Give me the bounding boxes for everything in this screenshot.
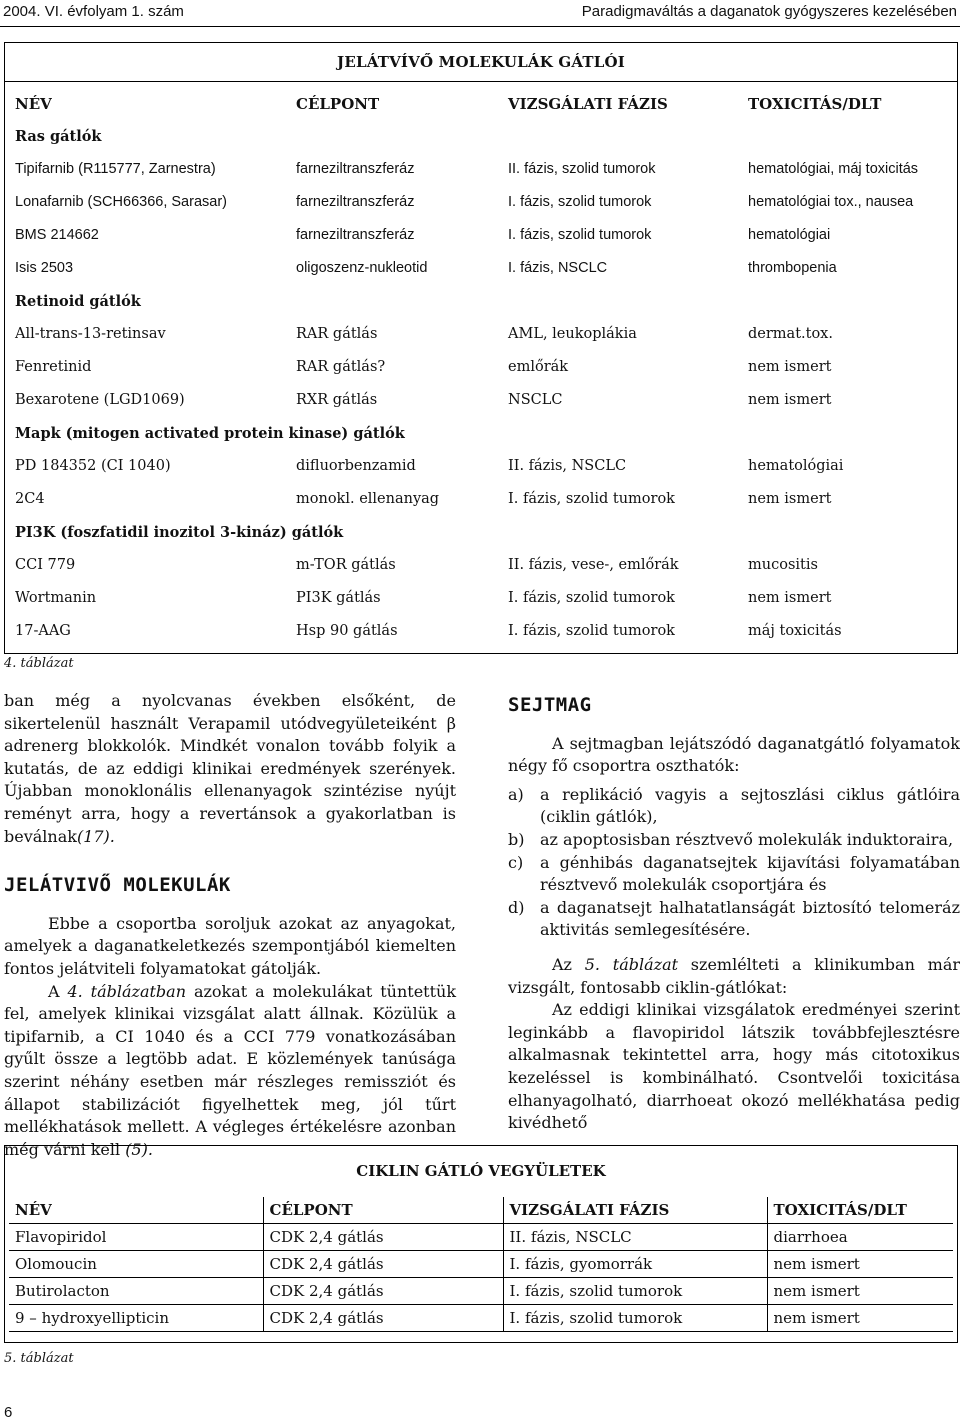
paragraph: A sejtmagban lejátszódó daganatgátló folyamatok négy fő csoportra oszthatók: (508, 733, 960, 776)
col-header-target: CÉLPONT (296, 95, 380, 113)
table-cell: hematológiai (748, 227, 831, 243)
table-row (9, 1305, 953, 1332)
running-header (0, 0, 960, 27)
table-cell: Bexarotene (LGD1069) (15, 392, 185, 408)
table-cell: thrombopenia (748, 260, 837, 276)
table-cell: Lonafarnib (SCH66366, Sarasar) (15, 194, 227, 210)
col-header-target: CÉLPONT (263, 1197, 503, 1224)
paragraph: Ebbe a csoportba soroljuk azokat az anyagokat, amelyek a daganatkeletkezés szempontjából kiemelten fontos jelátviteli folyamatokat gátolják. (4, 913, 456, 978)
table-cell: I. fázis, szolid tumorok (508, 623, 675, 639)
table-cell: 2C4 (15, 491, 45, 507)
table-cell: nem ismert (748, 590, 832, 606)
reference: (5). (125, 1139, 153, 1159)
list-text: a génhibás daganatsejtek kijavítási folyamatában résztvevő molekulák csoportjára és (540, 852, 960, 895)
table-cell: I. fázis, szolid tumorok (508, 491, 675, 507)
table-cell: farneziltranszferáz (296, 161, 415, 177)
table-cell: hematológiai (748, 458, 844, 474)
table-cell: PI3K gátlás (296, 590, 381, 606)
reference: 5. táblázat (584, 954, 679, 974)
table-cell: nem ismert (748, 392, 832, 408)
table-row (9, 1224, 953, 1251)
paragraph-text: Az (552, 954, 585, 974)
table-cell: máj toxicitás (748, 623, 842, 639)
table-cell: m-TOR gátlás (296, 557, 396, 573)
col-header-name: NÉV (15, 95, 52, 113)
list-text: az apoptosisban résztvevő molekulák induktoraira, (540, 829, 954, 849)
list-text: a daganatsejt halhatatlanságát biztosító telomeráz aktivitás semlegesítésére. (540, 897, 960, 940)
table-cell: nem ismert (748, 491, 832, 507)
table-cell: I. fázis, szolid tumorok (508, 227, 652, 243)
table-cell: oligoszenz-nukleotid (296, 260, 428, 276)
table-cell: nem ismert (767, 1278, 953, 1305)
paragraph (508, 954, 960, 999)
table-cell: CDK 2,4 gátlás (263, 1278, 503, 1305)
table-cell: PD 184352 (CI 1040) (15, 458, 171, 474)
journal-issue: 2004. VI. évfolyam 1. szám (3, 3, 184, 20)
paragraph (4, 981, 456, 1162)
table-4-caption: 4. táblázat (4, 656, 74, 671)
table-cell: Wortmanin (15, 590, 97, 606)
col-header-name: NÉV (15, 1201, 52, 1219)
table-cell: dermat.tox. (748, 326, 833, 342)
table-cell: CDK 2,4 gátlás (263, 1305, 503, 1332)
table-5-title: CIKLIN GÁTLÓ VEGYÜLETEK (356, 1162, 606, 1180)
paragraph (4, 690, 456, 848)
table-cell: RAR gátlás (296, 326, 378, 342)
paragraph: Az eddigi klinikai vizsgálatok eredményei szerint leginkább a flavopiridol látszik továbbfejlesztésre alkalmasnak tekintettel arra, hogy más citotoxikus kezeléssel is kombinálható. Csontvelői toxicitása elhanyagolható, diarrhoeat okozó mellékhatása pedig kivédhető (508, 1000, 960, 1133)
table-cell: nem ismert (767, 1251, 953, 1278)
reference: (17). (76, 826, 115, 846)
table-cell: monokl. ellenanyag (296, 491, 440, 507)
paragraph-text: szemlélteti a klinikumban már vizsgált, fontosabb ciklin-gátlókat: (508, 954, 960, 997)
list-item (508, 829, 960, 852)
table-cell: II. fázis, szolid tumorok (508, 161, 656, 177)
table-4-title: JELÁTVÍVŐ MOLEKULÁK GÁTLÓI (337, 53, 625, 71)
reference: 4. táblázatban (67, 981, 187, 1001)
table-row (9, 1278, 953, 1305)
section-title: Mapk (mitogen activated protein kinase) gátlók (15, 425, 405, 442)
list-letter: b) (508, 829, 525, 849)
list-letter: d) (508, 897, 525, 917)
table-cell: difluorbenzamid (296, 458, 416, 474)
table-cell: Flavopiridol (9, 1224, 263, 1251)
section-title: PI3K (foszfatidil inozitol 3-kináz) gátlók (15, 524, 344, 541)
table-cell: Butirolacton (9, 1278, 263, 1305)
page-number: 6 (4, 1404, 13, 1421)
section-heading: SEJTMAG (508, 694, 592, 716)
table-cell: RAR gátlás? (296, 359, 386, 375)
table-cell: mucositis (748, 557, 818, 573)
table-cell: Tipifarnib (R115777, Zarnestra) (15, 161, 216, 177)
table-cell: Hsp 90 gátlás (296, 623, 398, 639)
paragraph-text: azokat a molekulákat tüntettük fel, amelyek klinikai vizsgálat alatt állnak. Közülük a tipifarnib, a CI 1040 és a CCI 779 vonatkozásában gyűlt össze a legtöbb adat. E közlemények tanúsága szerint néhány esetben már részleges remissziót és állapot stabilizációt figyelhettek meg, jól tűrt mellékhatások mellett. A végleges értékelésre azonban még várni kell (4, 981, 457, 1159)
col-header-phase: VIZSGÁLATI FÁZIS (503, 1197, 767, 1224)
list-item (508, 784, 960, 829)
table-row (9, 1251, 953, 1278)
table-cell: CDK 2,4 gátlás (263, 1251, 503, 1278)
table-cell: I. fázis, szolid tumorok (508, 194, 652, 210)
table-cell: CDK 2,4 gátlás (263, 1224, 503, 1251)
table-cell: NSCLC (508, 392, 563, 408)
table-5 (4, 1145, 958, 1343)
list-letter: c) (508, 852, 524, 872)
table-cell: farneziltranszferáz (296, 194, 415, 210)
table-cell: I. fázis, gyomorrák (503, 1251, 767, 1278)
table-cell: II. fázis, NSCLC (508, 458, 627, 474)
table-cell: emlőrák (508, 359, 569, 375)
table-cell: I. fázis, szolid tumorok (503, 1278, 767, 1305)
paragraph-text: ban még a nyolcvanas években elsőként, de sikertelenül használt Verapamil utódvegyületeiként β adrenerg blokkolók. Mindkét vonalon tovább folyik a kutatás, de az eddigi klinikai eredmények szerények. Újabban monoklonális ellenanyagok szintézise nyújt reményt arra, hogy a revertánsok a gyakorlatban is beválnak (4, 691, 456, 846)
table-cell: II. fázis, vese-, emlőrák (508, 557, 679, 573)
table-cell: RXR gátlás (296, 392, 378, 408)
phase-list (508, 784, 960, 942)
table-4 (4, 42, 958, 654)
table-cell: 9 – hydroxyellipticin (9, 1305, 263, 1332)
paragraph-text: A (48, 981, 68, 1001)
table-cell: Olomoucin (9, 1251, 263, 1278)
table-cell: II. fázis, NSCLC (503, 1224, 767, 1251)
table-header-row (9, 1197, 953, 1224)
article-title: Paradigmaváltás a daganatok gyógyszeres kezelésében (581, 3, 957, 20)
table-cell: hematológiai tox., nausea (748, 194, 914, 210)
table-cell: Isis 2503 (15, 260, 74, 276)
table-cell: hematológiai, máj toxicitás (748, 161, 919, 177)
table-cell: 17-AAG (15, 623, 71, 639)
col-header-phase: VIZSGÁLATI FÁZIS (508, 95, 668, 113)
table-cell: I. fázis, szolid tumorok (503, 1305, 767, 1332)
section-title: Ras gátlók (15, 128, 102, 145)
table-cell: BMS 214662 (15, 227, 99, 243)
table-cell: I. fázis, NSCLC (508, 260, 608, 276)
col-header-toxicity: TOXICITÁS/DLT (767, 1197, 953, 1224)
table-cell: nem ismert (748, 359, 832, 375)
left-text-column (4, 690, 456, 1161)
table-cell: farneziltranszferáz (296, 227, 415, 243)
table-cell: All-trans-13-retinsav (15, 326, 166, 342)
table-cell: nem ismert (767, 1305, 953, 1332)
list-letter: a) (508, 784, 524, 804)
table-cell: CCI 779 (15, 557, 76, 573)
table-4-divider (5, 81, 957, 82)
col-header-toxicity: TOXICITÁS/DLT (748, 95, 882, 113)
table-cell: Fenretinid (15, 359, 92, 375)
table-cell: diarrhoea (767, 1224, 953, 1251)
section-heading: JELÁTVIVŐ MOLEKULÁK (4, 874, 231, 897)
right-text-column (508, 690, 960, 1135)
list-item (508, 897, 960, 942)
list-text: a replikáció vagyis a sejtoszlási ciklus gátlóira (ciklin gátlók), (540, 784, 960, 827)
table-cell: I. fázis, szolid tumorok (508, 590, 675, 606)
table-5-grid (9, 1197, 953, 1332)
table-5-caption: 5. táblázat (4, 1351, 74, 1366)
table-cell: AML, leukoplákia (508, 326, 637, 342)
section-title: Retinoid gátlók (15, 293, 141, 310)
list-item (508, 852, 960, 897)
